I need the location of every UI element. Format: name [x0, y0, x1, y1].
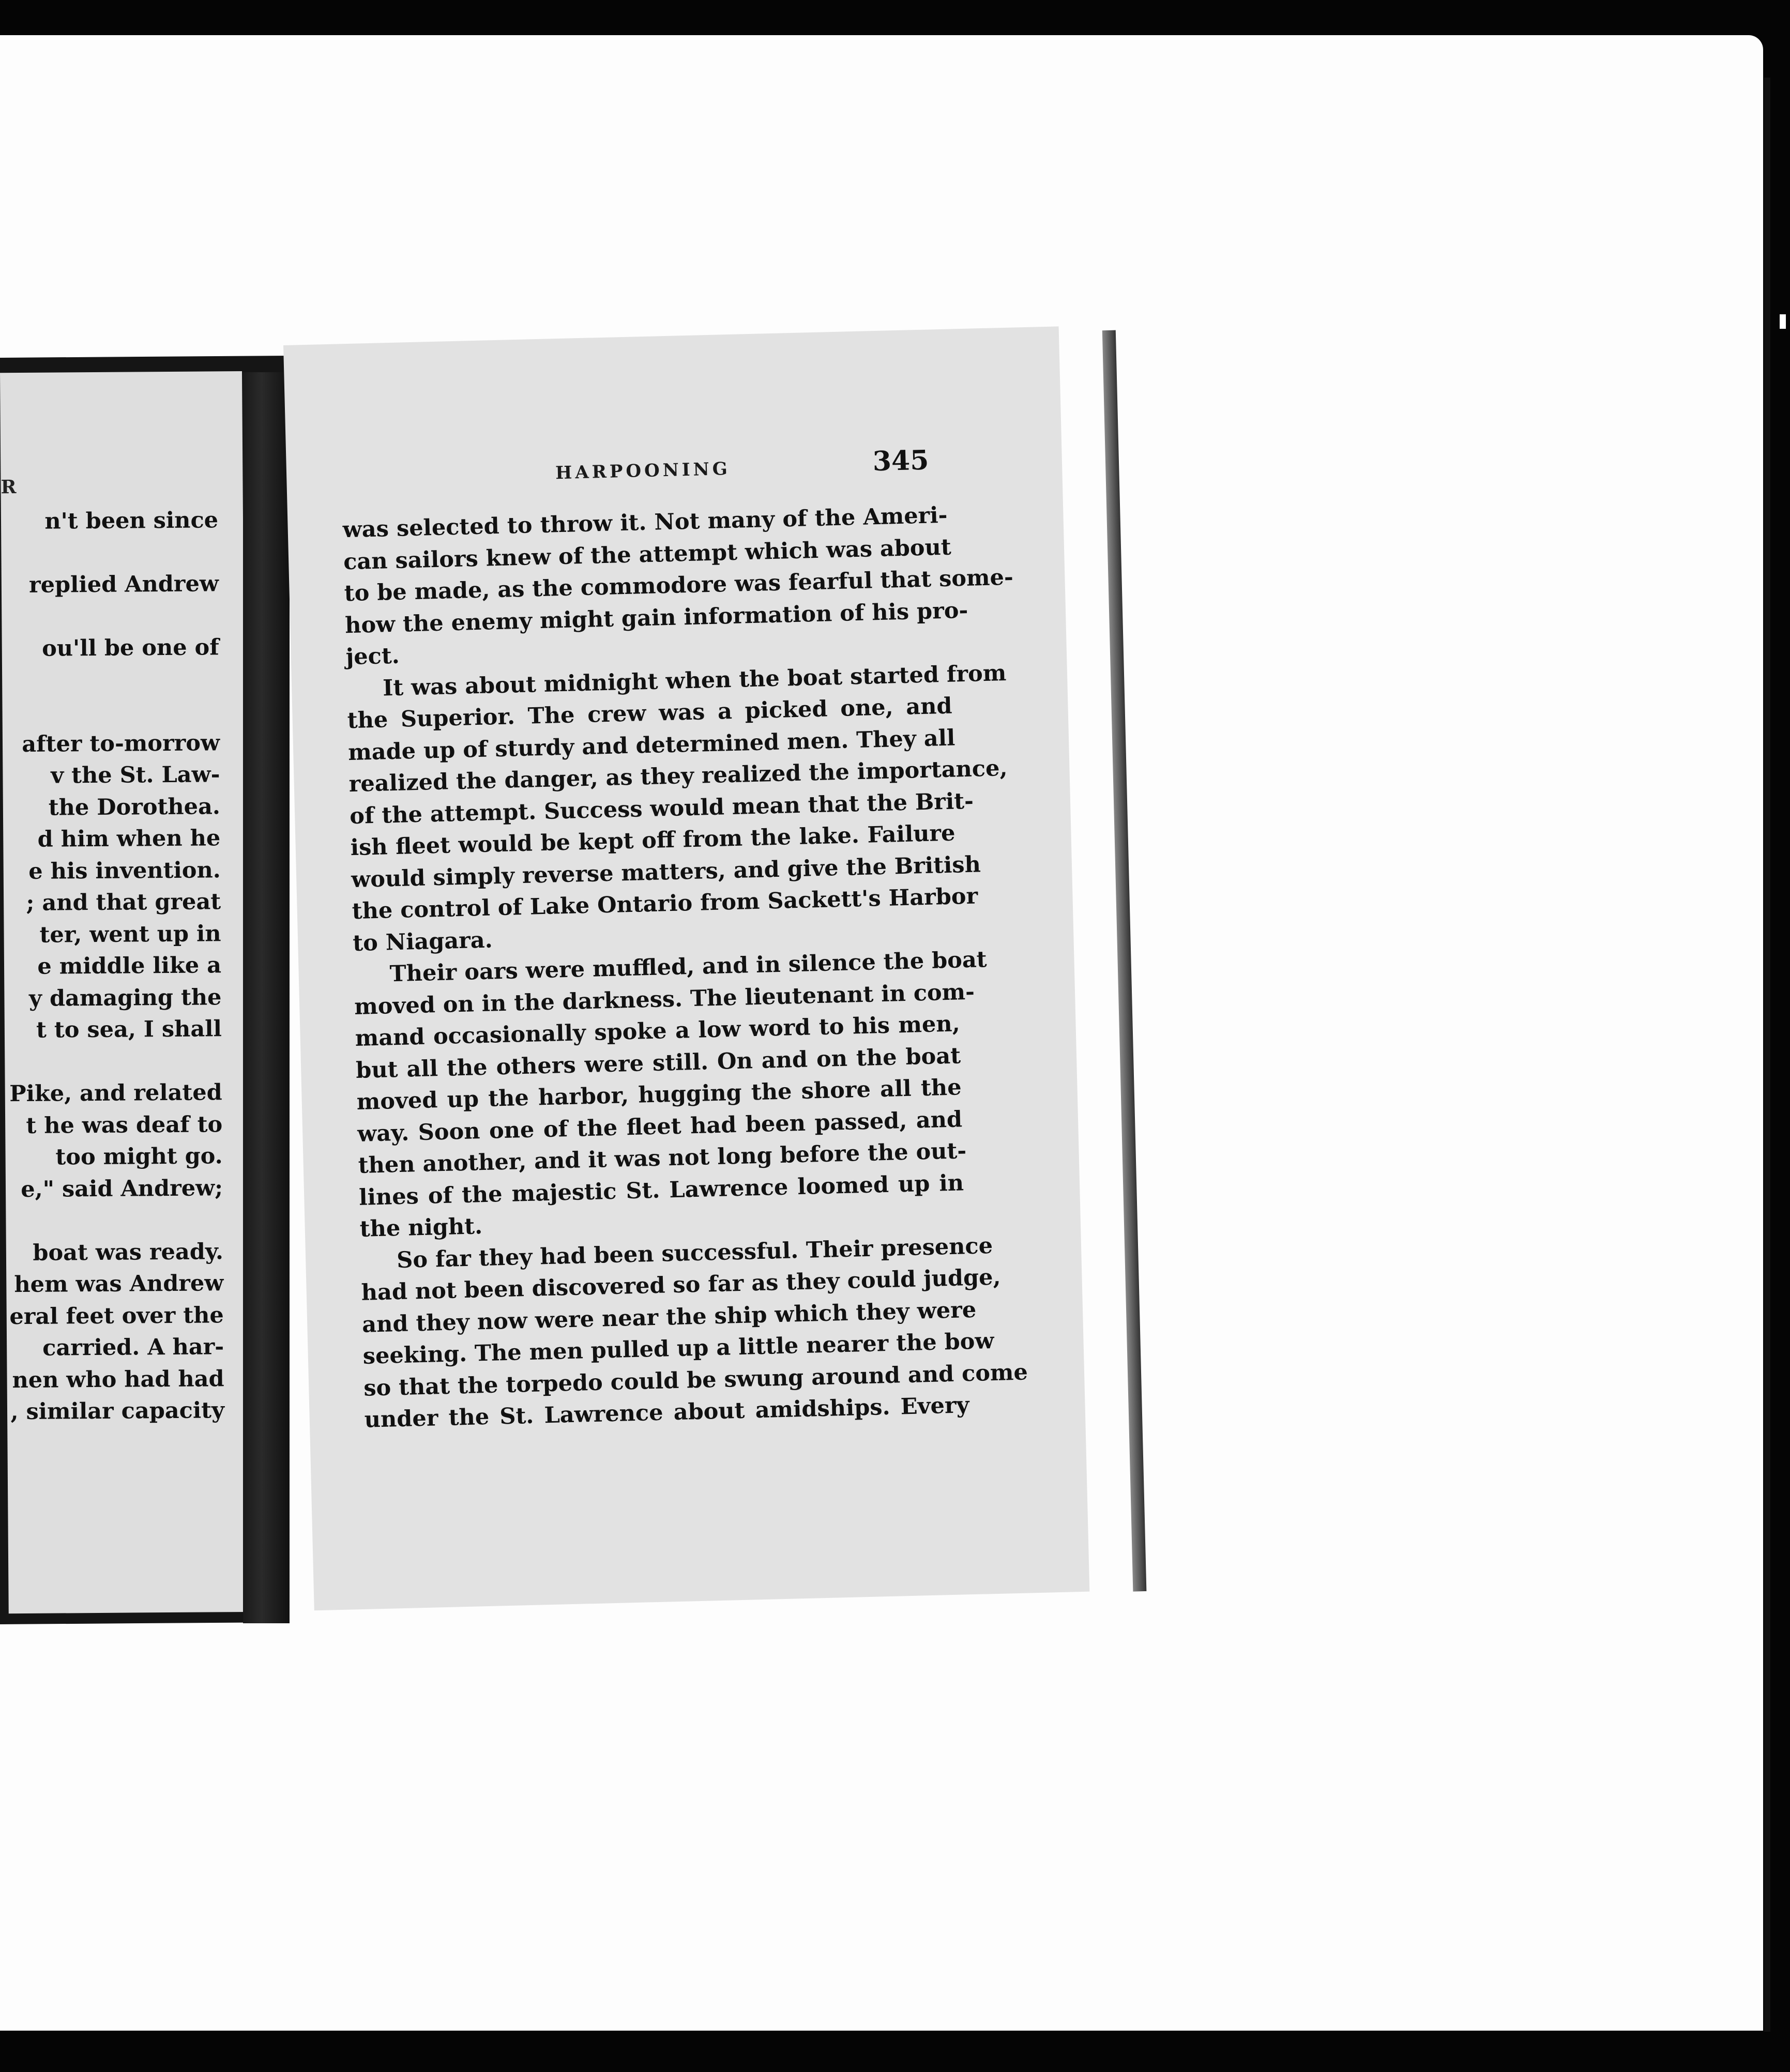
text-line: the control of Lake Ontario from Sackett's Harbor — [352, 883, 978, 925]
left-line: replied Andrew — [28, 571, 219, 598]
left-page — [0, 371, 251, 1613]
text-line: moved up the harbor, hugging the shore all the — [356, 1074, 962, 1115]
left-line: hem was Andrew — [14, 1270, 224, 1298]
text-line: under the St. Lawrence about amidships. Every — [364, 1392, 970, 1433]
left-line: v the St. Law- — [51, 761, 220, 789]
text-line: ject. — [345, 643, 400, 671]
text-line: Their oars were muffled, and in silence the boat — [389, 947, 988, 987]
left-line: ou'll be one of — [41, 634, 219, 662]
text-line: but all the others were still. On and on the boat — [355, 1042, 961, 1084]
left-line: eral feet over the — [9, 1302, 224, 1330]
book-spine — [243, 372, 290, 1623]
left-line — [5, 1045, 222, 1078]
text-line: So far they had been successful. Their presence — [396, 1232, 993, 1273]
text-line: of the attempt. Success would mean that the Brit- — [349, 788, 974, 829]
running-head: HARPOONING — [555, 458, 731, 484]
left-line — [6, 1204, 223, 1237]
left-line: , similar capacity — [10, 1397, 225, 1425]
left-line — [2, 664, 219, 697]
left-line: ; and that great — [26, 889, 221, 916]
left-line — [2, 695, 219, 728]
left-line: boat was ready. — [33, 1238, 224, 1266]
right-page — [283, 326, 1089, 1610]
left-line: ter, went up in — [39, 920, 221, 948]
text-line: so that the torpedo could be swung around and come — [363, 1359, 1028, 1401]
text-line: way. Soon one of the fleet had been passed, and — [357, 1106, 963, 1147]
text-line: the Superior. The crew was a picked one, and — [347, 693, 953, 734]
left-line: n't been since — [44, 507, 219, 535]
text-line: how the enemy might gain information of his pro- — [344, 597, 968, 638]
left-line: e his invention. — [28, 857, 221, 885]
text-line: had not been discovered so far as they could judge, — [361, 1264, 1001, 1306]
scan-speck — [1780, 314, 1786, 329]
text-line: made up of sturdy and determined men. They all — [347, 724, 955, 766]
left-line: the Dorothea. — [48, 793, 221, 821]
left-line — [1, 537, 218, 570]
left-line: t to sea, I shall — [36, 1016, 222, 1043]
text-line: then another, and it was not long before the out- — [358, 1138, 967, 1179]
text-line: the night. — [359, 1213, 483, 1242]
text-line: moved on in the darkness. The lieutenant in com- — [354, 979, 975, 1020]
text-line: was selected to throw it. Not many of the Ameri- — [342, 502, 948, 543]
text-line: It was about midnight when the boat started from — [382, 660, 1007, 701]
left-line: nen who had had — [12, 1365, 224, 1393]
left-page-text — [1, 505, 224, 1428]
left-line: d him when he — [37, 825, 221, 852]
left-line: y damaging the — [28, 984, 222, 1012]
text-line: ish fleet would be kept off from the lake. Failure — [350, 820, 956, 861]
left-line: too might go. — [55, 1143, 223, 1170]
text-line: would simply reverse matters, and give the British — [351, 851, 981, 893]
text-line: to be made, as the commodore was fearful that some- — [344, 564, 1014, 607]
left-line: carried. A har- — [42, 1334, 224, 1361]
text-line: and they now were near the ship which they were — [361, 1297, 977, 1338]
text-line: seeking. The men pulled up a little nearer the bow — [362, 1328, 995, 1369]
sheet-edge — [1764, 78, 1770, 2032]
left-line: e," said Andrew; — [21, 1175, 223, 1202]
left-line: t he was deaf to — [26, 1111, 223, 1139]
text-line: mand occasionally spoke a low word to his men, — [355, 1011, 961, 1052]
left-line: after to-morrow — [22, 729, 220, 757]
text-line: can sailors knew of the attempt which was about — [343, 534, 952, 575]
left-line: e middle like a — [37, 952, 222, 980]
left-line: Pike, and related — [9, 1079, 222, 1107]
left-line — [2, 600, 219, 633]
text-line: lines of the majestic St. Lawrence loomed up in — [358, 1169, 964, 1211]
left-running-head-fragment: R — [1, 476, 17, 498]
text-line: realized the danger, as they realized the importance, — [348, 755, 1008, 798]
page-number: 345 — [872, 444, 930, 478]
text-line: to Niagara. — [352, 926, 493, 956]
page-body-text — [342, 500, 1028, 1437]
right-page-container — [283, 325, 1137, 1610]
